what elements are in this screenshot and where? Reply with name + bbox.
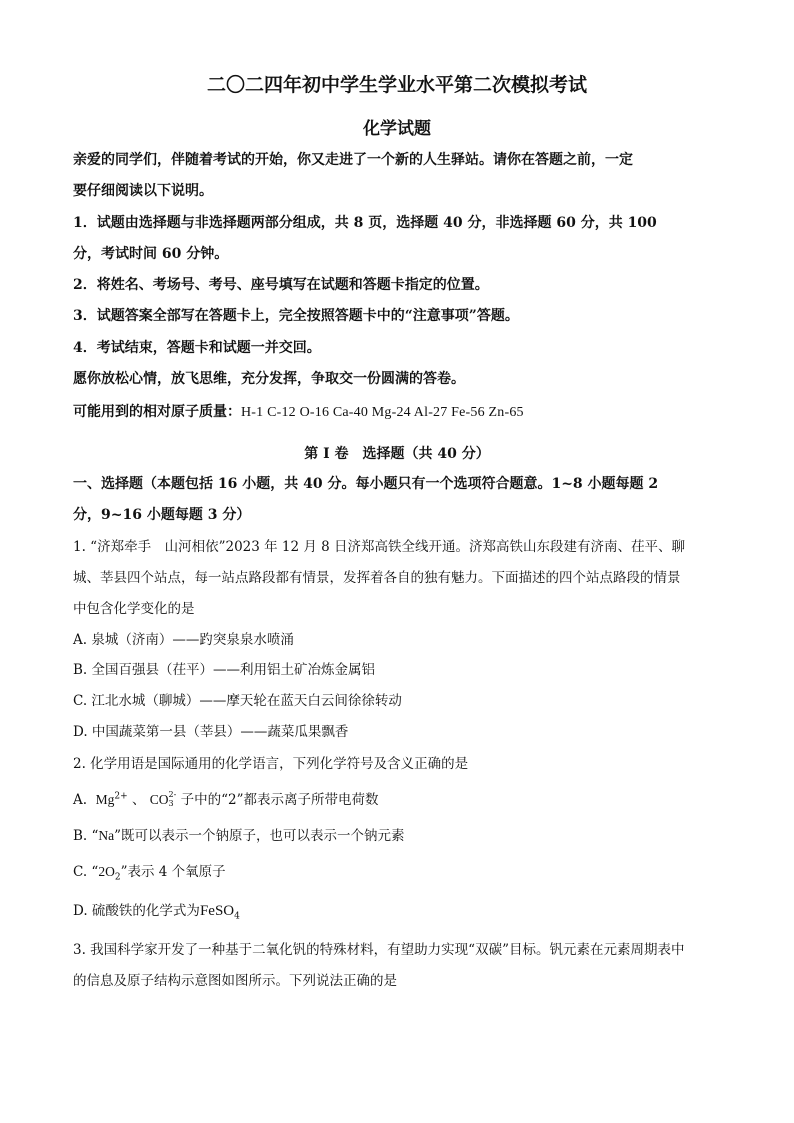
q2-a-co-sub: 3 bbox=[168, 798, 174, 808]
exam-title: 二〇二四年初中学生学业水平第二次模拟考试 bbox=[206, 74, 587, 96]
q1-option-a: A. 泉城（济南）——趵突泉泉水喷涌 bbox=[73, 632, 294, 648]
intro-line-1: 亲爱的同学们，伴随着考试的开始，你又走进了一个新的人生驿站。请你在答题之前，一定 bbox=[73, 152, 633, 168]
atomic-masses-values: H-1 C-12 O-16 Ca-40 Mg-24 Al-27 Fe-56 Zn-65 bbox=[241, 405, 524, 420]
q2-c-sub: 2 bbox=[114, 872, 121, 883]
q2-a-text: 子中的“2”都表示离子所带电荷数 bbox=[180, 792, 379, 808]
q2-d-formula: FeSO bbox=[199, 903, 235, 919]
q1-stem-line-1: 1. “济郑牵手 山河相依”2023 年 12 月 8 日济郑高铁全线开通。济郑高铁山东段建有济南、茌平、聊 bbox=[73, 539, 686, 555]
intro-line-2: 要仔细阅读以下说明。 bbox=[73, 183, 213, 199]
q2-b-text: ”既可以表示一个钠原子，也可以表示一个钠元素 bbox=[114, 828, 405, 844]
atomic-masses-label: 可能用到的相对原子质量： bbox=[73, 404, 241, 420]
q1-option-b: B. 全国百强县（茌平）——利用铝土矿冶炼金属铝 bbox=[73, 662, 376, 678]
q2-b-symbol: Na bbox=[98, 828, 115, 843]
q2-a-co: CO bbox=[149, 792, 169, 807]
q2-option-a bbox=[73, 790, 379, 810]
q2-a-sep: 、 bbox=[131, 792, 146, 808]
q2-option-b bbox=[73, 826, 405, 846]
q1-stem-line-2: 城、莘县四个站点，每一站点路段都有情景，发挥着各自的独有魅力。下面描述的四个站点路段的情景 bbox=[73, 570, 681, 586]
q2-c-open: C. “ bbox=[73, 864, 99, 880]
instruction-3: 3．试题答案全部写在答题卡上，完全按照答题卡中的“注意事项”答题。 bbox=[73, 308, 519, 324]
q2-c-symbol: 2O bbox=[98, 864, 115, 879]
instruction-1: 1．试题由选择题与非选择题两部分组成，共 8 页，选择题 40 分，非选择题 60 分，共 100 bbox=[73, 215, 657, 231]
subject-title: 化学试题 bbox=[363, 119, 431, 139]
q3-stem-line-1: 3. 我国科学家开发了一种基于二氧化钒的特殊材料，有望助力实现“双碳”目标。钒元素在元素周期表中 bbox=[73, 942, 685, 958]
q2-c-text: ”表示 4 个氧原子 bbox=[120, 864, 226, 880]
q1-stem-line-3: 中包含化学变化的是 bbox=[73, 601, 195, 617]
q3-stem-line-2: 的信息及原子结构示意图如图所示。下列说法正确的是 bbox=[73, 973, 397, 989]
q2-option-c bbox=[73, 862, 226, 882]
q2-a-prefix: A. bbox=[73, 792, 88, 808]
part-one-line-1: 一、选择题（本题包括 16 小题，共 40 分。每小题只有一个选项符合题意。1~8 小题每题 2 bbox=[73, 476, 659, 492]
q2-b-open: B. “ bbox=[73, 828, 99, 844]
q2-a-mg-charge: 2+ bbox=[114, 791, 128, 802]
part-one-line-2: 分，9~16 小题每题 3 分） bbox=[73, 507, 251, 523]
wish-line: 愿你放松心情，放飞思维，充分发挥，争取交一份圆满的答卷。 bbox=[73, 371, 465, 387]
q2-option-d bbox=[73, 901, 240, 921]
q2-d-text: D. 硫酸铁的化学式为 bbox=[73, 903, 200, 919]
instruction-4: 4．考试结束，答题卡和试题一并交回。 bbox=[73, 340, 321, 356]
q2-a-co-charge: 2- bbox=[168, 789, 177, 799]
instruction-2: 2．将姓名、考场号、考号、座号填写在试题和答题卡指定的位置。 bbox=[73, 277, 489, 293]
atomic-masses bbox=[73, 402, 524, 423]
section-title: 第 I 卷 选择题（共 40 分） bbox=[304, 446, 490, 462]
q2-stem: 2. 化学用语是国际通用的化学语言，下列化学符号及含义正确的是 bbox=[73, 756, 469, 772]
q1-option-c: C. 江北水城（聊城）——摩天轮在蓝天白云间徐徐转动 bbox=[73, 693, 402, 709]
instruction-1-cont: 分，考试时间 60 分钟。 bbox=[73, 246, 229, 262]
q1-option-d: D. 中国蔬菜第一县（莘县）——蔬菜瓜果飘香 bbox=[73, 724, 349, 740]
q2-d-sub: 4 bbox=[234, 911, 240, 922]
q2-a-mg: Mg bbox=[95, 792, 115, 807]
